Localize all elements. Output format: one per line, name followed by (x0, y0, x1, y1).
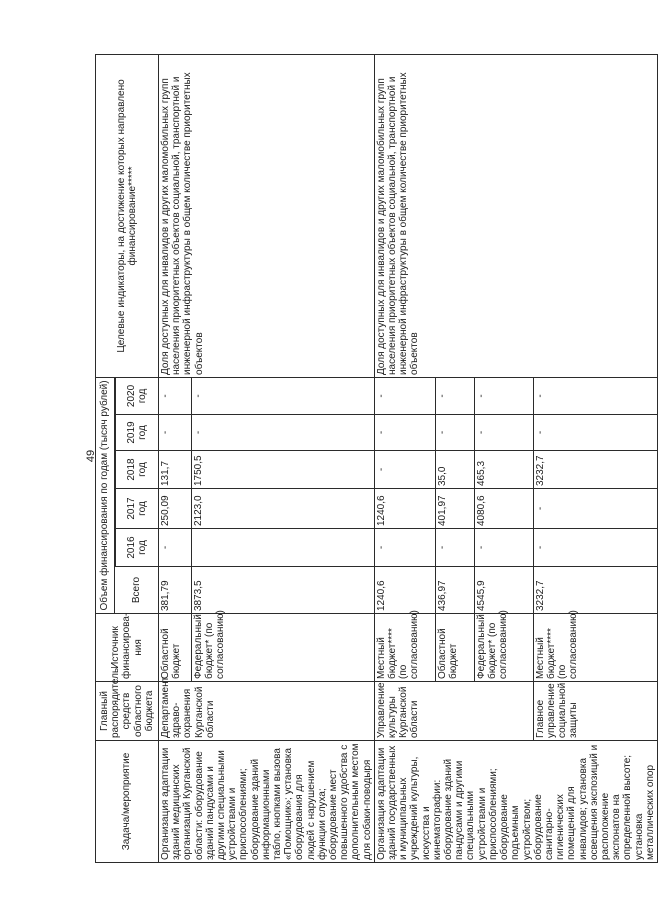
distributor-cell: Управление культуры Курганской области (374, 682, 533, 741)
source-cell: Местный бюджет**** (по согласованию) (533, 614, 657, 682)
value-2016: - (435, 529, 474, 567)
total-cell: 3232,7 (533, 567, 657, 614)
value-2017: 2123,0 (192, 489, 375, 529)
value-2019: - (159, 415, 192, 451)
total-cell: 4545,9 (474, 567, 533, 614)
value-2020: - (159, 377, 192, 414)
source-cell: Областной бюджет (159, 614, 192, 682)
source-cell: Местный бюджет**** (по согласованию) (374, 614, 435, 682)
total-cell: 436,97 (435, 567, 474, 614)
header-total: Всего (115, 567, 159, 614)
value-2018: 131,7 (159, 451, 192, 489)
rotated-table-wrapper (95, 55, 656, 863)
value-2017: 4080,6 (474, 489, 533, 529)
indicator-cell: Доля доступных для инвалидов и других маломобильных групп населения приоритетных объектов социальной, транспортной и инженерной инфраструктуры в общем количестве приоритетных объектов (374, 54, 657, 377)
distributor-cell: Главное управление социальной защиты (533, 682, 657, 741)
value-2020: - (435, 377, 474, 414)
value-2016: - (533, 529, 657, 567)
header-source: Источник финансирова-ния (96, 614, 159, 682)
total-cell: 3873,5 (192, 567, 375, 614)
header-volume: Объем финансирования по годам (тысяч рублей) (96, 377, 115, 613)
indicator-cell: Доля доступных для инвалидов и других маломобильных групп населения приоритетных объектов социальной, транспортной и инженерной инфраструктуры в общем количестве приоритетных объектов (159, 54, 375, 377)
financing-table (95, 54, 658, 863)
source-cell: Федеральный бюджет* (по согласованию) (474, 614, 533, 682)
value-2018: 465,3 (474, 451, 533, 489)
header-year-2016: 2016 год (116, 529, 159, 567)
value-2019: - (374, 415, 435, 451)
distributor-cell: Департамент здраво-охранения Курганской области (159, 682, 375, 741)
value-2020: - (374, 377, 435, 414)
value-2020: - (474, 377, 533, 414)
value-2017: 401,97 (435, 489, 474, 529)
header-year-2018: 2018 год (116, 451, 159, 489)
value-2020: - (533, 377, 657, 414)
value-2020: - (192, 377, 375, 414)
total-cell: 1240,6 (374, 567, 435, 614)
value-2019: - (474, 415, 533, 451)
value-2019: - (533, 415, 657, 451)
page-number: 49 (85, 449, 97, 463)
header-distributor: Главный распорядитель средств областного бюджета (96, 682, 159, 741)
value-2018: - (374, 451, 435, 489)
value-2016: - (474, 529, 533, 567)
value-2018: 1750,5 (192, 451, 375, 489)
task-cell: Организация адаптации зданий государственных и муниципальных учреждений культуры, искусства и кинематографии: оборудование зданий пандусами и другими специальными устройствами и приспособлениями; оборудование подъемным устройством; оборудование санитарно-гигиенических помещений для инвалидов; установка освещения экспозиций и расположение экспонатов на определенной высоте; установка металлических опор (374, 741, 657, 863)
value-2016: - (159, 529, 192, 567)
value-2018: 3232,7 (533, 451, 657, 489)
header-task: Задача/мероприятие (96, 741, 159, 863)
source-cell: Областной бюджет (435, 614, 474, 682)
source-cell: Федеральный бюджет* (по согласованию) (192, 614, 375, 682)
value-2018: 35,0 (435, 451, 474, 489)
total-cell: 381,79 (159, 567, 192, 614)
value-2017: 250,09 (159, 489, 192, 529)
header-indicators: Целевые индикаторы, на достижение которых направлено финансирование***** (96, 54, 159, 377)
value-2017: - (533, 489, 657, 529)
table-row (374, 54, 435, 862)
task-cell: Организация адаптации зданий медицинских организаций Курганской области: оборудование зданий пандусами и другими специальными устройствами и приспособлениями; оборудование зданий информационными табло, кнопками вызова «Помощник»; установка оборудования для людей с нарушением функции слуха; оборудование мест повышенного удобства с дополнительным местом для собаки-поводыря (159, 741, 375, 863)
header-year-2019: 2019 год (116, 415, 159, 451)
value-2019: - (192, 415, 375, 451)
value-2016: - (374, 529, 435, 567)
table-row (159, 54, 192, 862)
value-2016 (192, 529, 375, 567)
header-year-2017: 2017 год (116, 489, 159, 529)
header-year-2020: 2020 год (116, 377, 159, 414)
value-2017: 1240,6 (374, 489, 435, 529)
value-2019: - (435, 415, 474, 451)
